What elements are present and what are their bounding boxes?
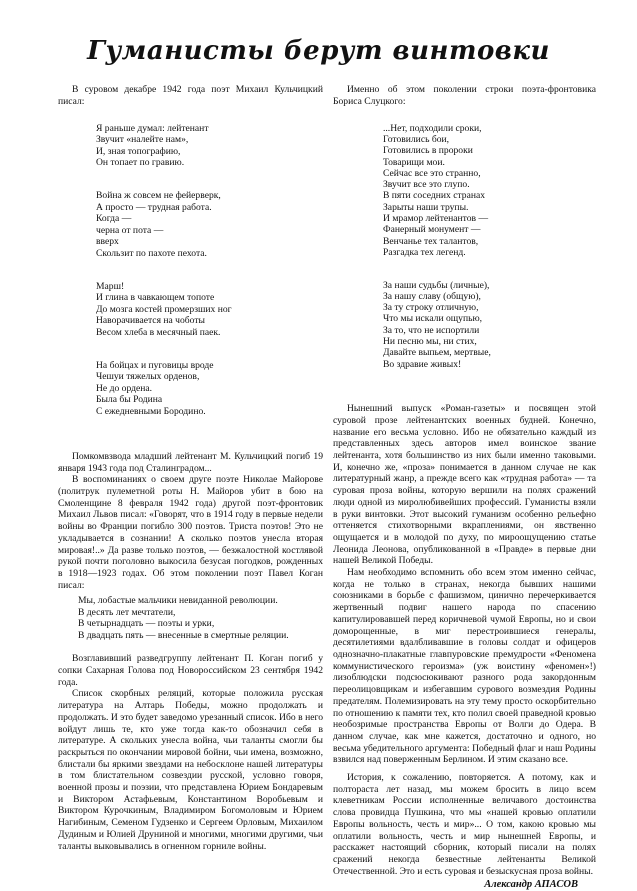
- paragraph: Именно об этом поколении строки поэта-фронтовика Бориса Слуцкого:: [333, 84, 596, 107]
- author-signature: Александр АПАСОВ: [484, 879, 578, 891]
- paragraph: Нам необходимо вспомнить обо всем этом именно сейчас, когда не только в странах, некогда бывших нашими союзниками в борьбе с фашизмом, цинично перечеркивается жертвенный подвиг нашего народа по спасению капитулировавшей перед коричневой чумой Европы, но и свои доморощенные, в миг перестроившиеся генералы, десятилетиями вдалбливавшие в головы солдат и офицеров однозначно-плакатные главпуровские премудрости «Феномена коммунистического героизма» (уж воистину «феномен»!) лизоблюдски подсюсюкивают разного рода закордонным переолицовщикам и избегавшим сурового возмездия Родины предателям. Полемизировать на эту тему просто оскорбительно по отношению к памяти тех, кто полил своей праведной кровью необозримые пространства Европы от Волги до Одера. В данном случае, как мне кажется, достаточно и одного, но весьма убедительного аргумента: Победный флаг и наш Родины взвился над поверженным Берлином. И этим сказано все.: [333, 567, 596, 766]
- paragraph: В воспоминаниях о своем друге поэте Николае Майорове (политрук пулеметной роты Н. Майоров убит в бою на Смоленщине 8 февраля 1942 года) другой поэт-фронтовик Михаил Львов писал: «Говорят, что в 1914 году в первые недели войны во Франции погибло 300 поэтов. Триста поэтов! Это не укладывается в сознании! А сколько поэтов унесла вторая мировая!..» Да разве только поэтов, — безжалостной костлявой рукой почти поголовно выкосила безусая погодков, рожденных в 1918—1923 годах. Об этом поколении поэт Павел Коган писал:: [58, 474, 323, 591]
- poem-stanza: ...Нет, подходили сроки, Готовились бои, Готовились в пророки Товарищи мои. Сейчас все это странно, Звучит все это глупо. В пяти соседних странах Зарыты наши трупы. И мрамор лейтенантов — Фанерный монумент — Венчанье тех талантов, Разгадка тех легенд.: [383, 122, 489, 258]
- paragraph: Список скорбных реляций, которые положила русская литература на Алтарь Победы, можно продолжать и продолжать. И это будет заведомо урезанный список. Ибо в него войдут лишь те, кто уже тогда как-то обозначил себя в литературе. А скольких унесла война, чьи таланты смогли бы раскрыться по окончании мировой бойни, чьи имена, возможно, блистали бы яркими звездами на небосклоне нашей литературы в том блистательном созвездии русской, условно говоря, военной прозы и поэзии, что представлена Юрием Бондаревым и Виктором Астафьевым, Константином Воробьевым и Виктором Курочкиным, Владимиром Богомоловым и Юрием Нагибиным, Семеном Гудзенко и Сергеем Орловым, Михаилом Дудиным и Юлией Друниной и многими, многими другими, чьи таланты выковывались в огненном горниле войны.: [58, 688, 323, 852]
- poem-kogan: Мы, лобастые мальчики невиданной революции. В десять лет мечтатели, В четырнадцать — поэты и урки, В двадцать пять — внесенные в смертные реляции.: [78, 595, 289, 641]
- paragraph: В суровом декабре 1942 года поэт Михаил Кульчицкий писал:: [58, 84, 323, 107]
- paragraph: Возглавивший разведгруппу лейтенант П. Коган погиб у сопки Сахарная Голова под Новороссийском 23 сентября 1942 года.: [58, 653, 323, 688]
- poem-kulchitsky: [96, 111, 323, 439]
- paragraph: Нынешний выпуск «Роман-газеты» и посвящен этой суровой прозе лейтенантских военных будней. Конечно, название его весьма условно. Ибо не обязательно каждый из представленных здесь авторов имел воинское звание лейтенанта, хотя большинство из них были именно таковыми. И, конечно же, «проза» понимается в данном случае не как литературный жанр, а прежде всего как «трудная работа» — та суровая проза войны, которую вершили на полях сражений люди одной из миролюбивейших профессий. Гуманисты взяли в руки винтовки. Этот высокий гуманизм особенно рельефно оттеняется стихотворными вкраплениями, он явственно ощущается и в молодой по духу, по мироощущению статье Леонида Леонова, опубликованной в «Правде» в первые дни нашей Великой Победы.: [333, 403, 596, 567]
- left-column: [58, 84, 323, 852]
- poem-stanza: Я раньше думал: лейтенант Звучит «налейте нам», И, зная топографию, Он топает по гравию.: [96, 122, 209, 169]
- poem-stanza: Марш! И глина в чавкающем топоте До мозга костей промерзших ног Наворачивается на чоботы Весом хлеба в месячный паек.: [96, 280, 232, 338]
- poem-stanza: За наши судьбы (личные), За нашу славу (общую), За ту строку отличную, Что мы искали ощупью, За то, что не испортили Ни песню мы, ни стих, Давайте выпьем, мертвые, Во здравие живых!: [383, 279, 491, 370]
- poem-stanza: Война ж совсем не фейерверк, А просто — трудная работа. Когда — черна от пота — вверх Скользит по пахоте пехота.: [96, 190, 221, 259]
- poem-slutsky: [383, 111, 596, 391]
- paragraph: Помкомвзвода младший лейтенант М. Кульчицкий погиб 19 января 1943 года под Сталинградом...: [58, 450, 323, 474]
- poem-stanza: На бойцах и пуговицы вроде Чешуи тяжелых орденов, Не до ордена. Была бы Родина С ежедневными Бородино.: [96, 359, 214, 417]
- article-title: Гуманисты берут винтовки: [87, 36, 550, 66]
- paragraph: История, к сожалению, повторяется. А потому, как и полтораста лет назад, мы можем бросить в лицо всем клеветникам России исполненные величавого достоинства слова провидца Пушкина, что мы «нашей кровью оплатили Европы вольность, честь и мир»... О том, какою кровью мы оплатили вольность, честь и мир нынешней Европы, и расскажет настоящий сборник, который писали на полях сражений некогда безвестные лейтенанты Великой Отечественной. Это и есть суровая и безыскусная проза войны.: [333, 772, 596, 877]
- right-column: [333, 84, 596, 891]
